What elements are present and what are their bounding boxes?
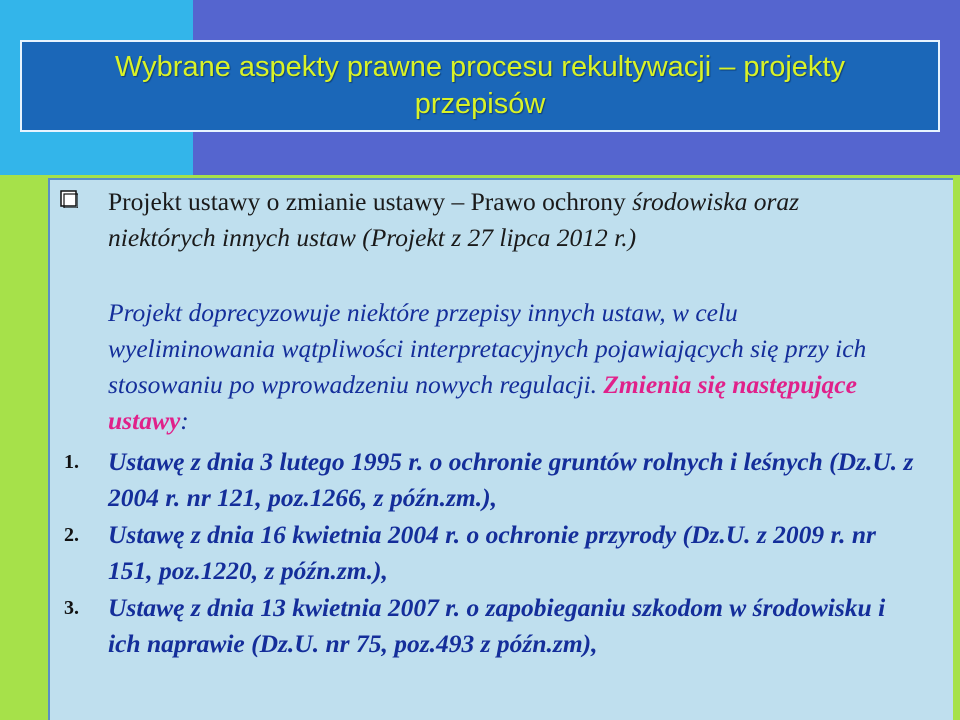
list-number: 2.: [64, 524, 79, 546]
description-paragraph: [108, 295, 908, 439]
bullet-heading-italic: środowiska oraz niektórych innych ustaw (Projekt z 27 lipca 2012 r.): [108, 187, 800, 252]
list-item: Ustawę z dnia 3 lutego 1995 r. o ochronie gruntów rolnych i leśnych (Dz.U. z 2004 r. nr 121, poz.1266, z późn.zm.),: [108, 447, 914, 512]
paragraph-text: Projekt doprecyzowuje niektóre przepisy innych ustaw, w celu wyeliminowania wątpliwości interpretacyjnych pojawiających się przy ich stosowaniu po wprowadzeniu nowych regulacji.: [108, 298, 867, 399]
paragraph-highlight: Zmienia się następujące ustawy: [108, 370, 857, 435]
list-number: 3.: [64, 597, 79, 619]
checkbox-bullet-icon: [60, 190, 78, 208]
bullet-heading-plain: Projekt ustawy o zmianie ustawy – Prawo ochrony: [108, 187, 626, 216]
list-number: 1.: [64, 451, 79, 473]
list-item: Ustawę z dnia 16 kwietnia 2004 r. o ochronie przyrody (Dz.U. z 2009 r. nr 151, poz.1220, z późn.zm.),: [108, 520, 876, 585]
list-item: Ustawę z dnia 13 kwietnia 2007 r. o zapobieganiu szkodom w środowisku i ich naprawie (Dz.U. nr 75, poz.493 z późn.zm),: [108, 593, 886, 658]
slide-title: Wybrane aspekty prawne procesu rekultywacji – projekty przepisów: [115, 51, 845, 120]
bullet-heading: [108, 184, 908, 256]
paragraph-colon: :: [180, 406, 189, 435]
title-box: [20, 40, 940, 132]
